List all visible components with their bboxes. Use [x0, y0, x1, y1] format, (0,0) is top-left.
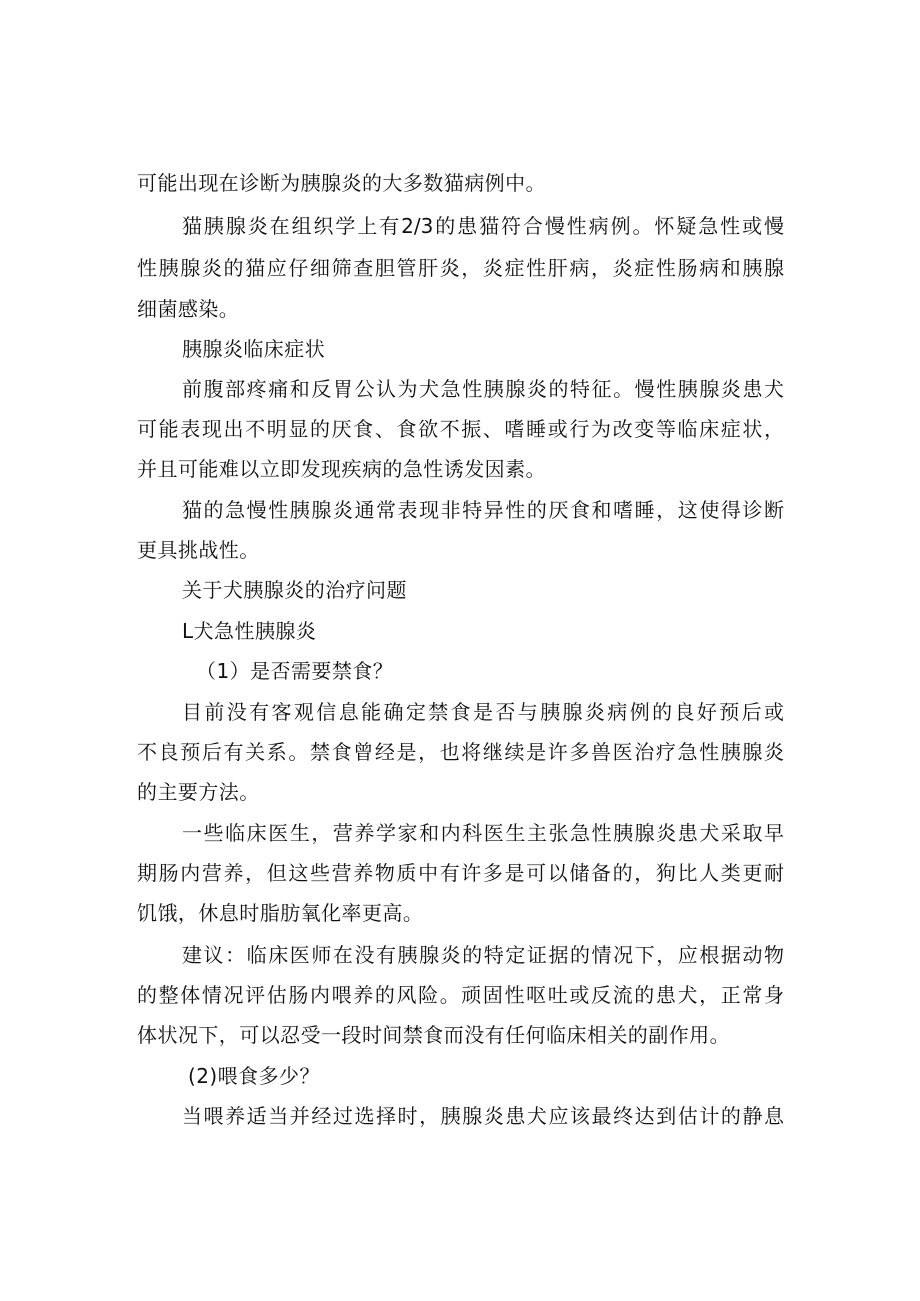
paragraph-line: 当喂养适当并经过选择时，胰腺炎患犬应该最终达到估计的静息: [182, 1104, 784, 1128]
paragraph-line: 一些临床医生，营养学家和内科医生主张急性胰腺炎患犬采取早: [182, 821, 784, 845]
question-heading: （1）是否需要禁食？: [196, 659, 394, 683]
paragraph-line: 建议：临床医师在没有胰腺炎的特定证据的情况下，应根据动物: [182, 943, 784, 967]
paragraph-line: 不良预后有关系。禁食曾经是，也将继续是许多兽医治疗急性胰腺炎: [137, 740, 784, 764]
subsection-heading: L犬急性胰腺炎: [182, 619, 317, 643]
paragraph-line: 可能表现出不明显的厌食、食欲不振、嗜睡或行为改变等临床症状，: [137, 417, 784, 441]
paragraph-line: 目前没有客观信息能确定禁食是否与胰腺炎病例的良好预后或: [182, 700, 784, 724]
section-heading: 胰腺炎临床症状: [182, 337, 326, 361]
paragraph-line: 性胰腺炎的猫应仔细筛查胆管肝炎，炎症性肝病，炎症性肠病和胰腺: [137, 256, 784, 280]
paragraph-line: 可能出现在诊断为胰腺炎的大多数猫病例中。: [137, 171, 546, 195]
paragraph-line: 的主要方法。: [137, 780, 260, 804]
paragraph-line: 的整体情况评估肠内喂养的风险。顽固性呕吐或反流的患犬，正常身: [137, 983, 784, 1007]
section-heading: 关于犬胰腺炎的治疗问题: [182, 578, 407, 602]
question-heading: (2)喂食多少？: [188, 1064, 320, 1088]
paragraph-line: 更具挑战性。: [137, 538, 260, 562]
paragraph-line: 期肠内营养，但这些营养物质中有许多是可以储备的，狗比人类更耐: [137, 861, 784, 885]
paragraph-line: 细菌感染。: [137, 297, 240, 321]
paragraph-line: 猫的急慢性胰腺炎通常表现非特异性的厌食和嗜睡，这使得诊断: [182, 498, 784, 522]
paragraph-line: 并且可能难以立即发现疾病的急性诱发因素。: [137, 457, 546, 481]
paragraph-line: 体状况下，可以忍受一段时间禁食而没有任何临床相关的副作用。: [137, 1023, 731, 1047]
paragraph-line: 饥饿，休息时脂肪氧化率更高。: [137, 901, 424, 925]
paragraph-line: 猫胰腺炎在组织学上有2/3的患猫符合慢性病例。怀疑急性或慢: [182, 214, 784, 238]
paragraph-line: 前腹部疼痛和反胃公认为犬急性胰腺炎的特征。慢性胰腺炎患犬: [182, 377, 784, 401]
